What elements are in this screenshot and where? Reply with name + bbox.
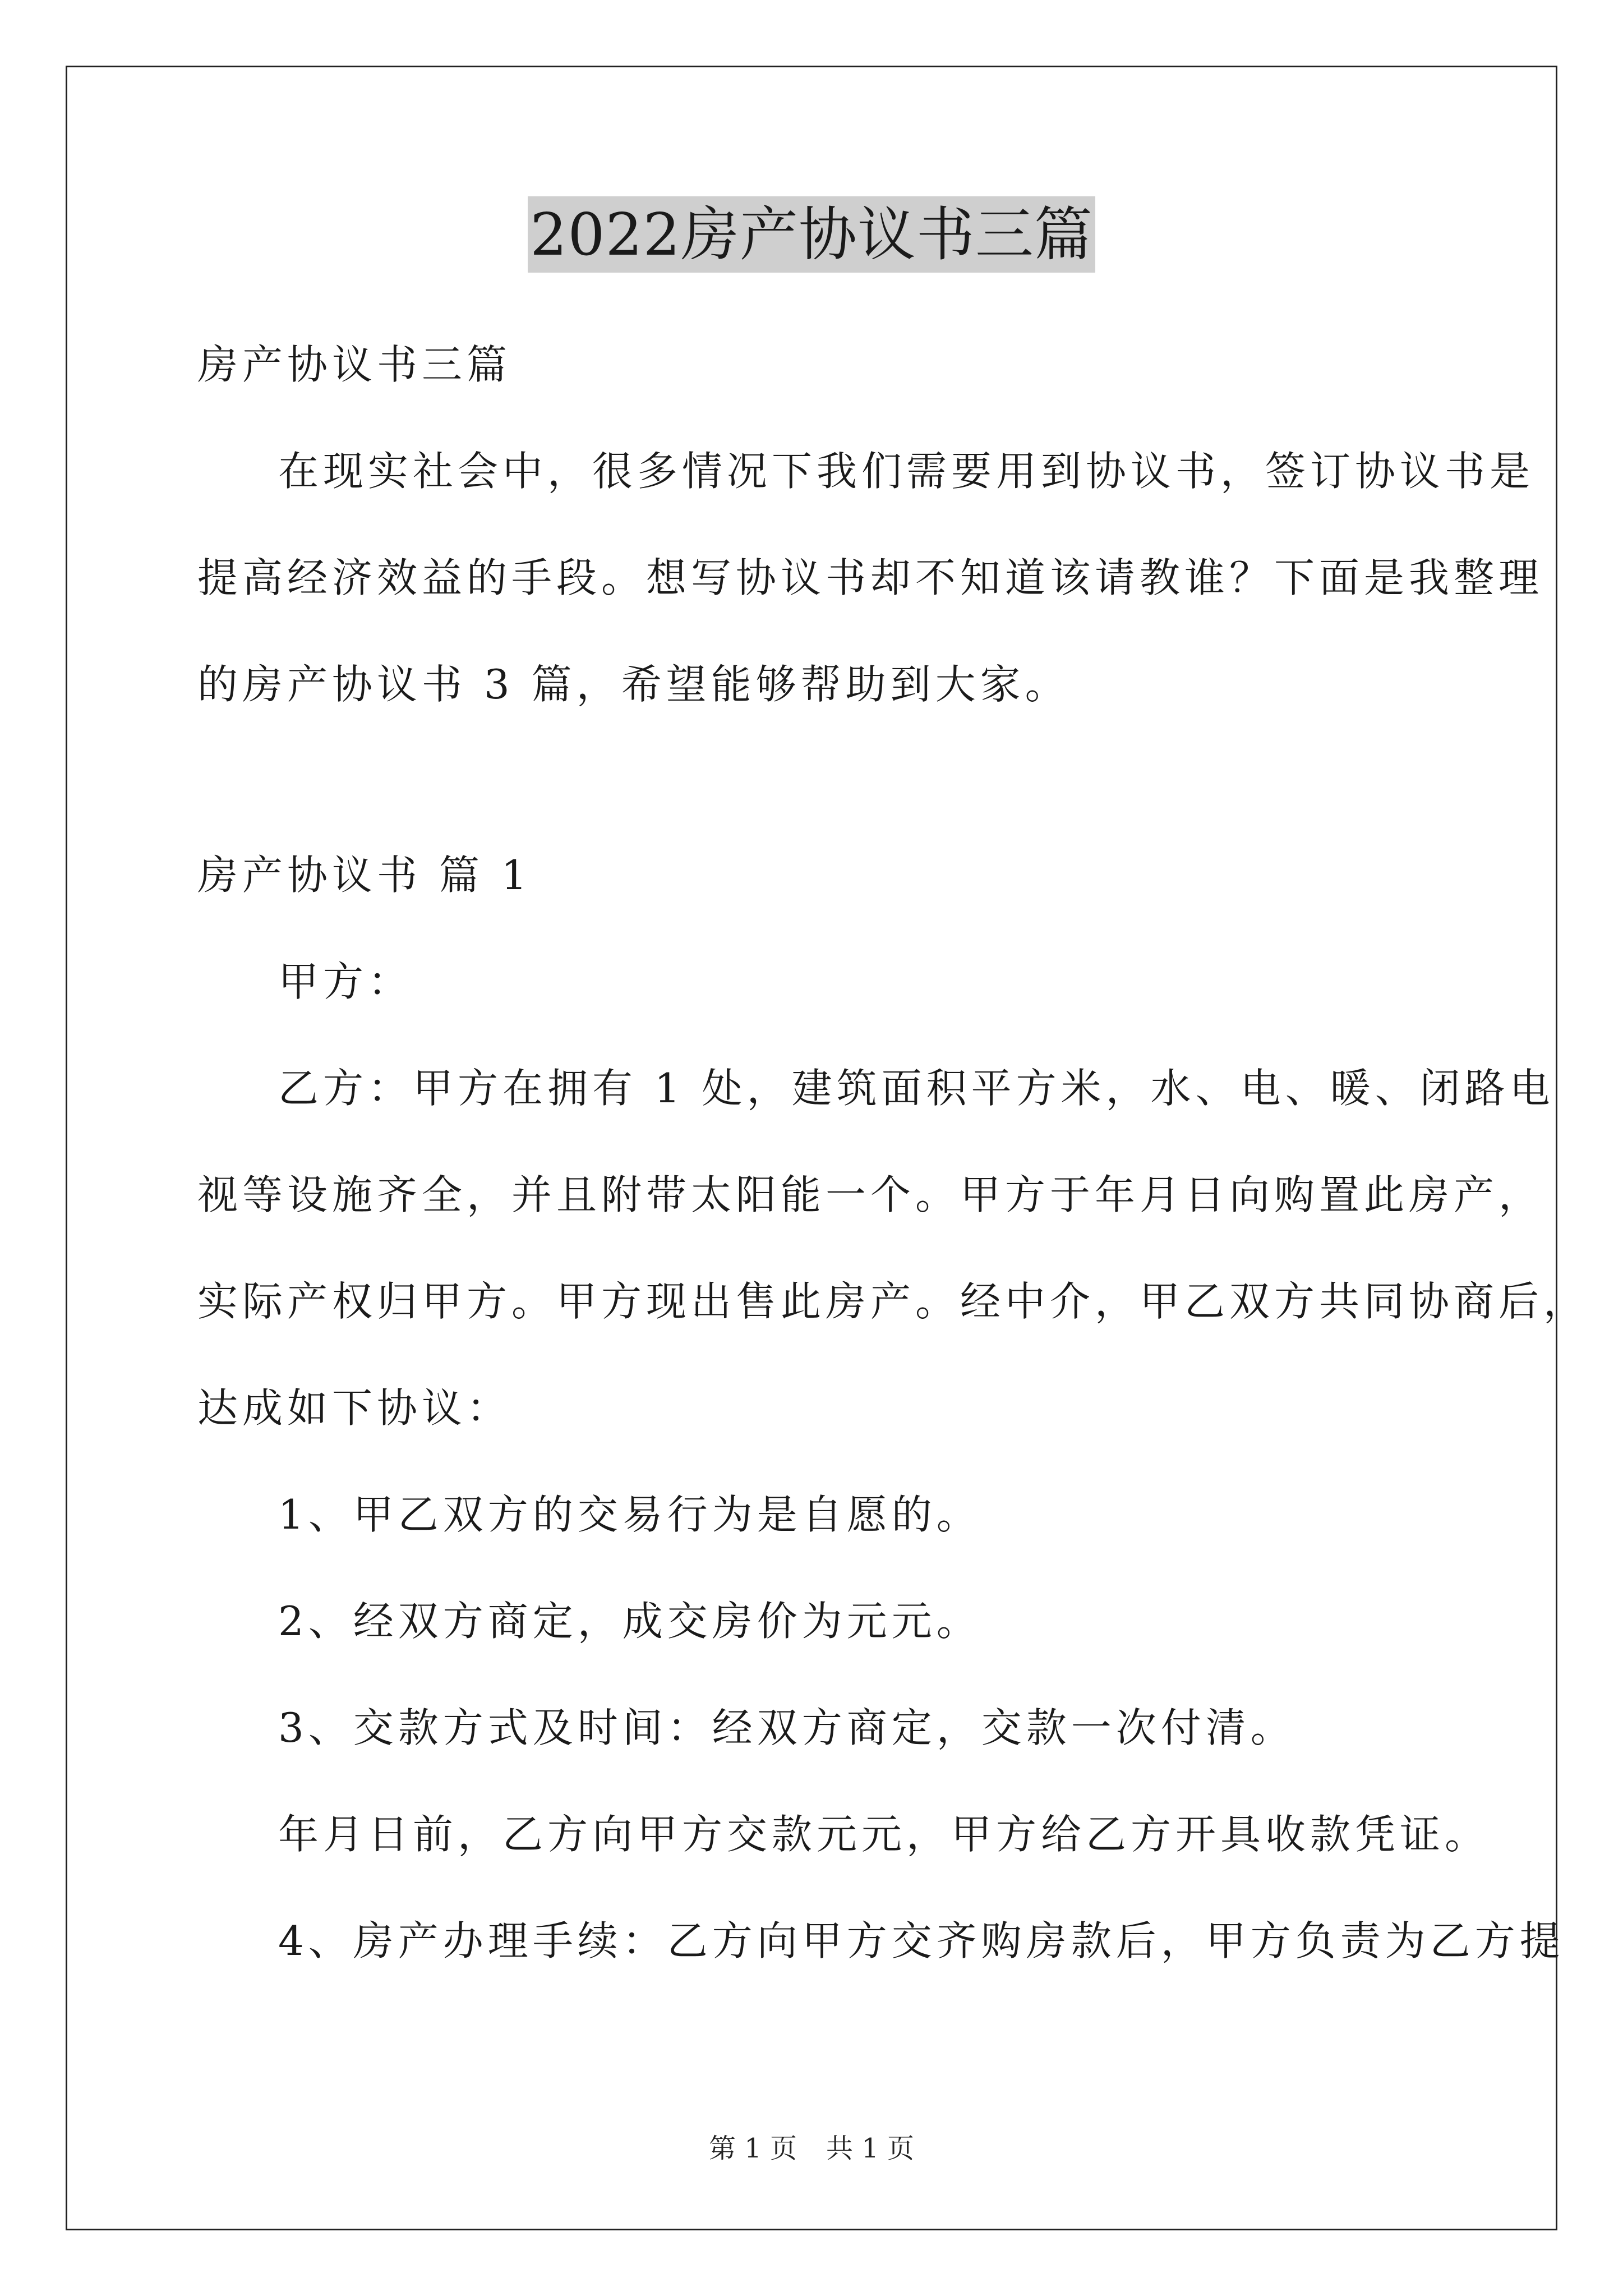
body-line-1: 乙方：甲方在拥有 1 处，建筑面积平方米，水、电、暖、闭路电 [278, 1065, 1555, 1112]
clause-2: 2、经双方商定，成交房价为元元。 [278, 1598, 981, 1645]
clause-3: 3、交款方式及时间：经双方商定，交款一次付清。 [278, 1704, 1295, 1751]
clause-4: 4、房产办理手续：乙方向甲方交齐购房款后，甲方负责为乙方提 [278, 1917, 1565, 1964]
body-line-3: 实际产权归甲方。甲方现出售此房产。经中介，甲乙双方共同协商后， [197, 1278, 1589, 1325]
clause-3-detail: 年月日前，乙方向甲方交款元元，甲方给乙方开具收款凭证。 [278, 1811, 1490, 1858]
body-line-4: 达成如下协议： [197, 1384, 512, 1432]
page-number-total: 共 1 页 [826, 2133, 915, 2164]
intro-line-3: 的房产协议书 3 篇，希望能够帮助到大家。 [197, 661, 1070, 708]
document-body [197, 311, 1589, 1994]
page-number-current: 第 1 页 [708, 2133, 797, 2164]
page-footer [0, 2132, 1623, 2165]
intro-line-2: 提高经济效益的手段。想写协议书却不知道该请教谁？下面是我整理 [197, 554, 1544, 601]
document-subtitle: 房产协议书三篇 [197, 341, 512, 388]
party-a-line: 甲方： [278, 958, 413, 1005]
section-heading: 房产协议书 篇 1 [197, 852, 532, 899]
intro-line-1: 在现实社会中，很多情况下我们需要用到协议书，签订协议书是 [278, 448, 1535, 495]
title-container [0, 196, 1623, 273]
body-line-2: 视等设施齐全，并且附带太阳能一个。甲方于年月日向购置此房产， [197, 1171, 1544, 1218]
document-title: 2022房产协议书三篇 [528, 196, 1095, 273]
section-spacer [197, 738, 1426, 822]
clause-1: 1、甲乙双方的交易行为是自愿的。 [278, 1491, 981, 1538]
